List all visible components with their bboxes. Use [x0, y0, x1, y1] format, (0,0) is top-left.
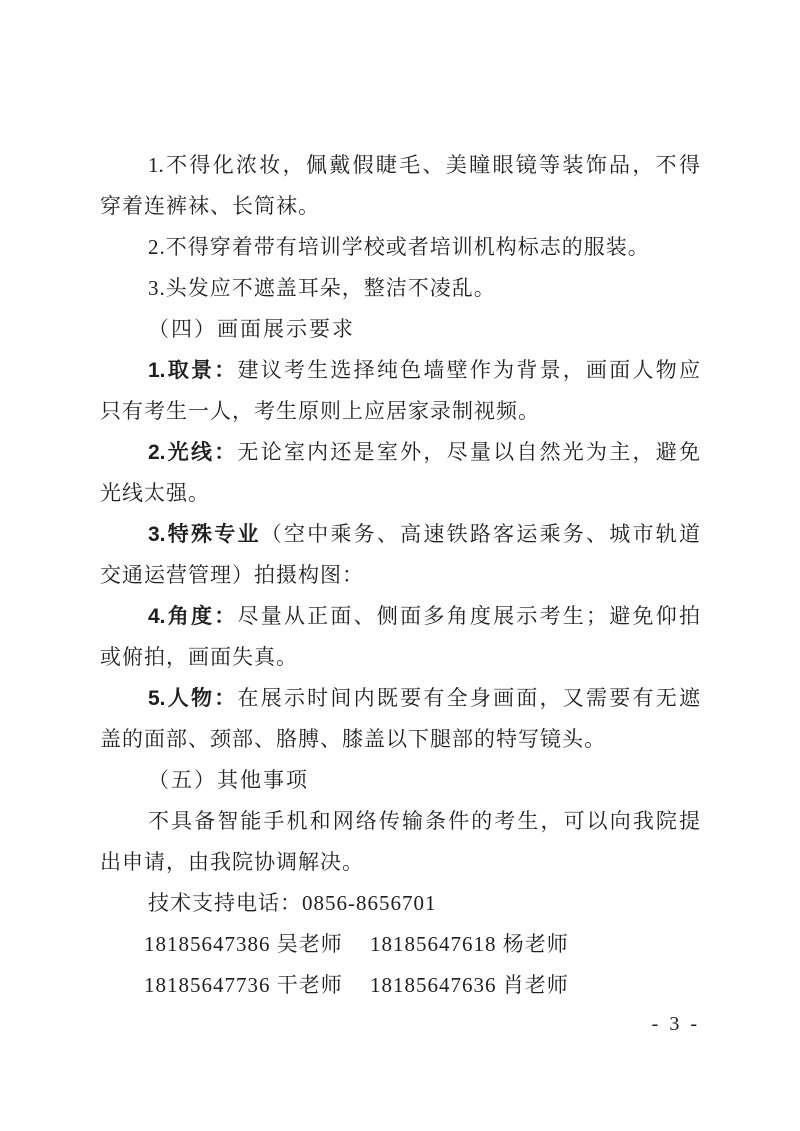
- body-text: 1.不得化浓妆，佩戴假睫毛、美瞳眼镜等装饰品，不得: [148, 153, 700, 177]
- angle-rule-line-2: [100, 637, 700, 678]
- body-text: 3.头发应不遮盖耳朵，整洁不凌乱。: [148, 276, 496, 300]
- body-text: 光线太强。: [100, 481, 210, 505]
- body-text: （空中乘务、高速铁路客运乘务、城市轨道: [260, 522, 701, 546]
- angle-rule-line-1: [100, 596, 700, 637]
- body-text: 尽量从正面、侧面多角度展示考生；避免仰拍: [237, 604, 700, 628]
- person-rule-line-2: [100, 719, 700, 760]
- other-items-line-2: [100, 842, 700, 883]
- contact-row-2: [100, 965, 700, 1006]
- body-text: 建议考生选择纯色墙壁作为背景，画面人物应: [237, 358, 700, 382]
- body-text: （四）画面展示要求: [148, 317, 355, 341]
- contact-row-1: [100, 924, 700, 965]
- body-text: （五）其他事项: [148, 768, 309, 792]
- emphasis-text: 3.特殊专业: [148, 523, 261, 546]
- contact-entry: 18185647618 杨老师: [370, 932, 569, 956]
- special-majors-rule-line-2: [100, 555, 700, 596]
- dress-rule-3: [100, 268, 700, 309]
- section-4-heading: [100, 309, 700, 350]
- body-text: 在展示时间内既要有全身画面，又需要有无遮: [237, 686, 700, 710]
- document-content: [100, 145, 700, 1039]
- body-text: 穿着连裤袜、长筒袜。: [100, 194, 320, 218]
- lighting-rule-line-2: [100, 473, 700, 514]
- body-text: 盖的面部、颈部、胳膊、膝盖以下腿部的特写镜头。: [100, 727, 606, 751]
- body-text: 技术支持电话：0856-8656701: [148, 891, 437, 915]
- page-number: - 3 -: [651, 1013, 700, 1035]
- special-majors-rule-line-1: [100, 514, 700, 555]
- emphasis-text: 4.角度：: [148, 605, 238, 628]
- contact-entry: 18185647386 吴老师: [144, 932, 343, 956]
- framing-rule-line-1: [100, 350, 700, 391]
- section-5-heading: [100, 760, 700, 801]
- person-rule-line-1: [100, 678, 700, 719]
- lighting-rule-line-1: [100, 432, 700, 473]
- contact-entry: 18185647636 肖老师: [370, 973, 569, 997]
- dress-rule-1-line-2: [100, 186, 700, 227]
- body-text: 或俯拍，画面失真。: [100, 645, 298, 669]
- emphasis-text: 5.人物：: [148, 687, 238, 710]
- framing-rule-line-2: [100, 391, 700, 432]
- body-text: 交通运营管理）拍摄构图：: [100, 563, 364, 587]
- body-text: 2.不得穿着带有培训学校或者培训机构标志的服装。: [148, 235, 650, 259]
- contact-entry: 18185647736 干老师: [144, 973, 343, 997]
- emphasis-text: 2.光线：: [148, 441, 238, 464]
- other-items-line-1: [100, 801, 700, 842]
- body-text: 无论室内还是室外，尽量以自然光为主，避免: [237, 440, 700, 464]
- body-text: 不具备智能手机和网络传输条件的考生，可以向我院提: [148, 809, 700, 833]
- dress-rule-2: [100, 227, 700, 268]
- body-text: 出申请，由我院协调解决。: [100, 850, 364, 874]
- dress-rule-1-line-1: [100, 145, 700, 186]
- document-lines: [100, 145, 700, 1006]
- body-text: 只有考生一人，考生原则上应居家录制视频。: [100, 399, 540, 423]
- support-phone-line: [100, 883, 700, 924]
- emphasis-text: 1.取景：: [148, 359, 238, 382]
